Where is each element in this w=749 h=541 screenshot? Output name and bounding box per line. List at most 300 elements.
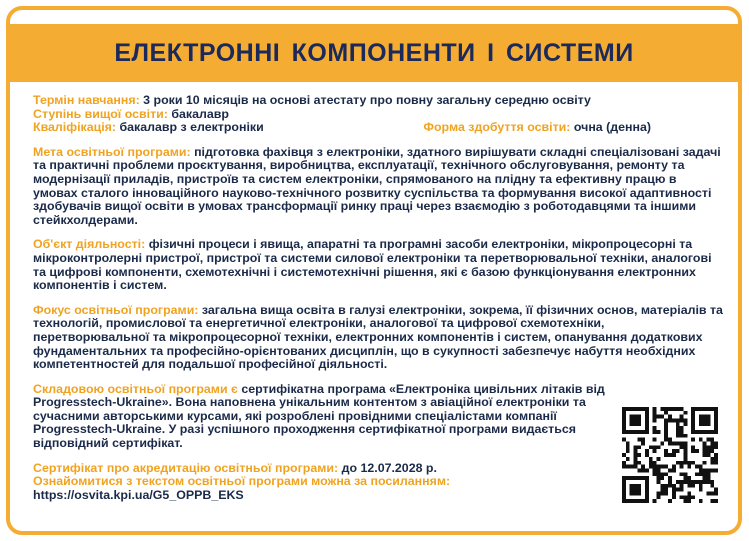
qr-module xyxy=(699,484,703,488)
qr-module xyxy=(668,453,672,457)
qr-module xyxy=(680,488,684,492)
qr-module xyxy=(657,415,661,419)
qr-module xyxy=(622,499,626,503)
qr-module xyxy=(668,442,672,446)
qr-module xyxy=(657,491,661,495)
qr-module xyxy=(683,453,687,457)
qr-module xyxy=(683,445,687,449)
qr-module xyxy=(626,445,630,449)
qr-module xyxy=(660,484,664,488)
qr-module xyxy=(683,495,687,499)
qr-module xyxy=(672,419,676,423)
qr-module xyxy=(714,442,718,446)
qr-module xyxy=(687,461,691,465)
qr-module xyxy=(657,457,661,461)
qr-module xyxy=(680,426,684,430)
qr-module xyxy=(703,430,707,434)
qr-module xyxy=(634,484,638,488)
qr-module xyxy=(706,407,710,411)
qr-module xyxy=(672,491,676,495)
qr-module xyxy=(664,430,668,434)
qr-module xyxy=(657,468,661,472)
qr-module xyxy=(634,445,638,449)
qr-module xyxy=(676,422,680,426)
qr-module xyxy=(699,488,703,492)
qr-module xyxy=(630,430,634,434)
qr-code-icon[interactable] xyxy=(622,407,718,503)
qr-module xyxy=(699,468,703,472)
qr-module xyxy=(653,465,657,469)
qr-module xyxy=(676,407,680,411)
qr-module xyxy=(668,484,672,488)
qr-module xyxy=(691,484,695,488)
form-group xyxy=(423,121,651,135)
qr-module xyxy=(680,461,684,465)
qr-module xyxy=(710,468,714,472)
qr-module xyxy=(664,449,668,453)
focus-label: Фокус освітньої програми: xyxy=(33,302,199,317)
qr-module xyxy=(622,461,626,465)
goal-label: Мета освітньої програми: xyxy=(33,144,191,159)
qr-module xyxy=(691,495,695,499)
qr-module xyxy=(703,453,707,457)
qr-module xyxy=(680,472,684,476)
qr-module xyxy=(649,457,653,461)
qr-module xyxy=(649,465,653,469)
qr-module xyxy=(703,442,707,446)
qr-module xyxy=(664,422,668,426)
qr-module xyxy=(634,422,638,426)
qr-module xyxy=(645,426,649,430)
qr-module xyxy=(641,499,645,503)
qr-module xyxy=(706,430,710,434)
link-label: Ознайомитися з текстом освітньої програми можна за посиланням: xyxy=(33,474,451,489)
qr-module xyxy=(683,476,687,480)
qr-module xyxy=(680,407,684,411)
qr-module xyxy=(622,453,626,457)
qr-module xyxy=(710,499,714,503)
qr-module xyxy=(657,465,661,469)
qr-module xyxy=(706,480,710,484)
qr-module xyxy=(622,476,626,480)
qualification-value: бакалавр з електроніки xyxy=(119,120,264,135)
qr-module xyxy=(637,419,641,423)
qr-module xyxy=(637,468,641,472)
qr-module xyxy=(706,419,710,423)
qr-module xyxy=(660,488,664,492)
focus-section xyxy=(33,304,723,372)
qr-module xyxy=(653,499,657,503)
qr-module xyxy=(630,499,634,503)
qr-module xyxy=(622,419,626,423)
degree-row xyxy=(33,108,723,122)
qr-module xyxy=(645,407,649,411)
program-content xyxy=(33,94,723,502)
qr-module xyxy=(653,430,657,434)
qr-module xyxy=(691,461,695,465)
qr-module xyxy=(641,407,645,411)
qr-module xyxy=(664,484,668,488)
qr-module xyxy=(664,434,668,438)
qr-module xyxy=(714,499,718,503)
qr-module xyxy=(637,422,641,426)
qr-module xyxy=(676,488,680,492)
qr-module xyxy=(706,438,710,442)
qr-module xyxy=(706,491,710,495)
qr-module xyxy=(660,465,664,469)
qr-module xyxy=(680,442,684,446)
qr-module xyxy=(691,419,695,423)
qr-module xyxy=(653,449,657,453)
qr-module xyxy=(657,495,661,499)
qr-module xyxy=(703,415,707,419)
qr-module xyxy=(710,407,714,411)
qr-module xyxy=(703,445,707,449)
qr-module xyxy=(622,407,626,411)
qr-module xyxy=(710,430,714,434)
qr-module xyxy=(706,476,710,480)
qr-module xyxy=(645,468,649,472)
certificate-label: Сертифікат про акредитацію освітньої програми: xyxy=(33,460,339,475)
qr-module xyxy=(691,411,695,415)
qr-module xyxy=(672,442,676,446)
qr-module xyxy=(634,415,638,419)
qr-module xyxy=(680,415,684,419)
qr-module xyxy=(699,438,703,442)
qr-module xyxy=(645,480,649,484)
qr-module xyxy=(657,476,661,480)
qr-module xyxy=(710,484,714,488)
qr-module xyxy=(637,484,641,488)
qr-module xyxy=(630,419,634,423)
qr-module xyxy=(668,415,672,419)
qr-module xyxy=(634,453,638,457)
qr-module xyxy=(668,468,672,472)
partner-section xyxy=(33,383,623,451)
qr-module xyxy=(714,445,718,449)
qr-module xyxy=(683,442,687,446)
degree-label: Ступінь вищої освіти: xyxy=(33,106,168,121)
qr-module xyxy=(683,461,687,465)
qr-module xyxy=(626,449,630,453)
qr-module xyxy=(645,411,649,415)
qr-module xyxy=(699,407,703,411)
qr-module xyxy=(703,472,707,476)
goal-text: підготовка фахівця з електроніки, здатного вирішувати складні спеціалізовані задачі та практичні проблеми проєктування, виробництва, експлуатації, технічного обслуговування, ремонту та модернізації приладів, пристроїв та систем електроніки, спрямованого на плідну та ефективну працю в умовах сталого інноваційного науково-технічного розвитку суспільства та формування високої адаптивності здобувачів вищої освіти в умовах трансформації ринку праці через взаємодію з роботодавцями та іншими стейкхолдерами. xyxy=(33,144,721,227)
qr-module xyxy=(699,415,703,419)
qr-module xyxy=(699,472,703,476)
qr-module xyxy=(683,422,687,426)
qr-module xyxy=(687,476,691,480)
qr-module xyxy=(657,472,661,476)
qr-module xyxy=(630,491,634,495)
qr-module xyxy=(645,449,649,453)
qr-module xyxy=(687,499,691,503)
qr-module xyxy=(630,465,634,469)
qr-module xyxy=(703,407,707,411)
qr-module xyxy=(710,442,714,446)
certificate-value: до 12.07.2028 р. xyxy=(341,460,437,475)
qr-module xyxy=(664,491,668,495)
qr-module xyxy=(680,495,684,499)
qr-module xyxy=(622,411,626,415)
qr-module xyxy=(683,449,687,453)
qr-module xyxy=(630,476,634,480)
qualification-label: Кваліфікація: xyxy=(33,120,117,135)
qr-module xyxy=(714,453,718,457)
qr-module xyxy=(668,476,672,480)
qr-module xyxy=(687,480,691,484)
page-title: ЕЛЕКТРОННІ КОМПОНЕНТИ І СИСТЕМИ xyxy=(114,38,634,67)
qr-module xyxy=(634,449,638,453)
qr-module xyxy=(645,484,649,488)
object-text: фізичні процеси і явища, апаратні та програмні засоби електроніки, мікропроцесорні та мікроконтролерні пристрої, пристрої та системи силової електроніки та перетворювальної техніки, аналогові та цифрові компоненти, схемотехнічні і системотехнічні рішення, які є базою функціонування електронних компонентів і систем. xyxy=(33,237,712,293)
qr-module xyxy=(714,468,718,472)
qr-module xyxy=(687,491,691,495)
object-section xyxy=(33,238,723,292)
qr-module xyxy=(703,476,707,480)
qr-module xyxy=(683,434,687,438)
qr-module xyxy=(653,438,657,442)
qr-module xyxy=(653,419,657,423)
qr-module xyxy=(653,407,657,411)
qr-module xyxy=(672,449,676,453)
qr-module xyxy=(634,430,638,434)
partner-text: сертифікатна програма «Електроніка цивільних літаків від Progresstech-Ukraine». Вона наповнена унікальним контентом з авіаційної електроніки та сучасними авторськими курсами, які розроблені провідними спеціалістами компанії Progresstech-Ukraine. У разі успішного проходження сертифікатної програми видається відповідний сертифікат. xyxy=(33,381,605,451)
qr-module xyxy=(691,449,695,453)
qr-module xyxy=(710,457,714,461)
qr-module xyxy=(622,480,626,484)
qr-module xyxy=(687,465,691,469)
qr-module xyxy=(714,426,718,430)
qr-module xyxy=(653,472,657,476)
qr-module xyxy=(634,491,638,495)
qr-module xyxy=(714,411,718,415)
qr-module xyxy=(653,461,657,465)
qr-module xyxy=(683,457,687,461)
qr-module xyxy=(695,472,699,476)
qr-module xyxy=(622,426,626,430)
qr-module xyxy=(641,438,645,442)
qr-module xyxy=(641,430,645,434)
qr-module xyxy=(691,422,695,426)
qr-module xyxy=(634,419,638,423)
qr-module xyxy=(676,419,680,423)
qr-module xyxy=(645,495,649,499)
qr-module xyxy=(699,430,703,434)
term-row xyxy=(33,94,723,108)
qr-module xyxy=(664,488,668,492)
qr-module xyxy=(622,415,626,419)
qr-module xyxy=(703,461,707,465)
qr-module xyxy=(706,445,710,449)
qr-module xyxy=(653,411,657,415)
qr-module xyxy=(710,491,714,495)
qr-module xyxy=(645,476,649,480)
qr-module xyxy=(706,468,710,472)
qr-module xyxy=(680,430,684,434)
program-link[interactable]: https://osvita.kpi.ua/G5_OPPB_EKS xyxy=(33,487,244,502)
qr-module xyxy=(714,419,718,423)
qr-module xyxy=(657,430,661,434)
qr-module xyxy=(668,480,672,484)
qr-module xyxy=(672,495,676,499)
qr-module xyxy=(676,442,680,446)
qr-module xyxy=(653,426,657,430)
qr-module xyxy=(683,480,687,484)
qr-module xyxy=(676,449,680,453)
qr-module xyxy=(645,415,649,419)
qr-module xyxy=(714,407,718,411)
qr-module xyxy=(634,461,638,465)
partner-label: Складовою освітньої програми є xyxy=(33,381,238,396)
qr-module xyxy=(641,468,645,472)
qr-module xyxy=(706,472,710,476)
term-label: Термін навчання: xyxy=(33,93,140,107)
qr-module xyxy=(664,426,668,430)
qr-module xyxy=(699,419,703,423)
qr-module xyxy=(630,488,634,492)
qr-module xyxy=(622,438,626,442)
qr-module xyxy=(637,407,641,411)
qr-module xyxy=(637,476,641,480)
qr-module xyxy=(626,407,630,411)
qr-module xyxy=(622,491,626,495)
qr-module xyxy=(641,476,645,480)
qr-module xyxy=(699,465,703,469)
qr-module xyxy=(672,453,676,457)
qualification-group xyxy=(33,121,264,135)
qr-module xyxy=(664,472,668,476)
goal-section xyxy=(33,146,723,228)
qr-module xyxy=(695,449,699,453)
qr-module xyxy=(641,465,645,469)
qr-module xyxy=(630,422,634,426)
qr-module xyxy=(649,445,653,449)
qr-module xyxy=(626,457,630,461)
qr-module xyxy=(626,430,630,434)
qr-module xyxy=(630,415,634,419)
qr-module xyxy=(637,453,641,457)
qr-module xyxy=(668,419,672,423)
qr-module xyxy=(676,461,680,465)
qr-module xyxy=(714,415,718,419)
qr-module xyxy=(706,422,710,426)
qr-module xyxy=(634,499,638,503)
qr-module xyxy=(676,426,680,430)
qr-module xyxy=(699,499,703,503)
qr-module xyxy=(637,491,641,495)
qr-module xyxy=(680,484,684,488)
qr-module xyxy=(691,438,695,442)
qr-module xyxy=(622,488,626,492)
qr-module xyxy=(695,480,699,484)
qr-module xyxy=(672,407,676,411)
term-value: 3 роки 10 місяців на основі атестату про повну загальну середню освіту xyxy=(143,93,591,107)
qr-module xyxy=(634,488,638,492)
qr-module xyxy=(657,480,661,484)
qr-module xyxy=(680,480,684,484)
qr-module xyxy=(703,422,707,426)
qr-module xyxy=(637,488,641,492)
qr-module xyxy=(664,453,668,457)
qr-module xyxy=(710,445,714,449)
qr-module xyxy=(664,407,668,411)
qr-module xyxy=(645,419,649,423)
qr-module xyxy=(660,442,664,446)
qr-module xyxy=(695,407,699,411)
qr-module xyxy=(634,457,638,461)
qr-module xyxy=(626,499,630,503)
qr-module xyxy=(676,480,680,484)
qr-module xyxy=(645,453,649,457)
qr-module xyxy=(653,415,657,419)
qr-module xyxy=(706,449,710,453)
qr-module xyxy=(703,468,707,472)
qr-module xyxy=(637,499,641,503)
qr-module xyxy=(645,422,649,426)
qr-module xyxy=(637,415,641,419)
qr-module xyxy=(622,430,626,434)
qr-module xyxy=(680,434,684,438)
qr-module xyxy=(683,419,687,423)
qr-module xyxy=(653,445,657,449)
qr-module xyxy=(622,484,626,488)
program-card xyxy=(6,6,742,535)
qr-module xyxy=(637,438,641,442)
qualification-row xyxy=(33,121,723,135)
qr-module xyxy=(645,499,649,503)
qr-module xyxy=(645,488,649,492)
degree-value: бакалавр xyxy=(171,106,229,121)
qr-module xyxy=(626,465,630,469)
qr-module xyxy=(703,480,707,484)
qr-module xyxy=(634,476,638,480)
qr-module xyxy=(706,453,710,457)
qr-module xyxy=(691,430,695,434)
certificate-section xyxy=(33,462,723,503)
qr-module xyxy=(664,465,668,469)
qr-module xyxy=(660,476,664,480)
qr-module xyxy=(668,438,672,442)
qr-module xyxy=(687,495,691,499)
qr-module xyxy=(699,480,703,484)
qr-module xyxy=(676,434,680,438)
form-value: очна (денна) xyxy=(573,120,651,135)
qr-module xyxy=(714,430,718,434)
title-bar xyxy=(10,24,738,82)
qr-module xyxy=(710,480,714,484)
qr-module xyxy=(672,468,676,472)
qr-module xyxy=(622,465,626,469)
qr-module xyxy=(641,442,645,446)
qr-module xyxy=(660,415,664,419)
qr-module xyxy=(637,461,641,465)
qr-module xyxy=(630,407,634,411)
qr-module xyxy=(691,426,695,430)
qr-module xyxy=(660,407,664,411)
qr-module xyxy=(710,449,714,453)
qr-module xyxy=(626,476,630,480)
qr-module xyxy=(710,438,714,442)
qr-module xyxy=(680,419,684,423)
qr-module xyxy=(680,465,684,469)
qr-module xyxy=(664,419,668,423)
qr-module xyxy=(687,484,691,488)
qr-module xyxy=(691,445,695,449)
qr-module xyxy=(672,465,676,469)
qr-module xyxy=(676,430,680,434)
